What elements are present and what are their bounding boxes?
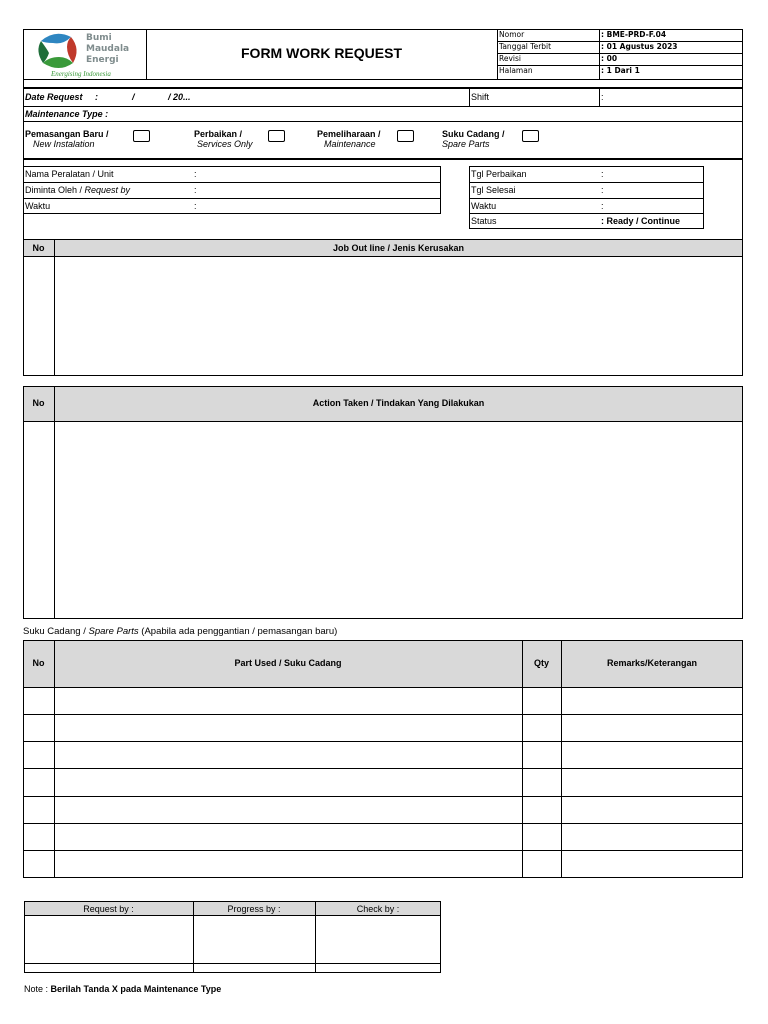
- meta-value-nomor: : BME-PRD-F.04: [601, 30, 667, 39]
- spare-qty-header: Qty: [533, 658, 549, 668]
- check-by-header: Check by :: [356, 904, 400, 914]
- checkbox-spare-parts[interactable]: [522, 130, 539, 142]
- request-signature-field[interactable]: [25, 916, 192, 962]
- spare-no-header: No: [32, 658, 45, 668]
- logo-text-2: Maudala: [86, 44, 130, 54]
- status-value: : Ready / Continue: [601, 216, 681, 226]
- right-time-label: Waktu: [471, 201, 497, 211]
- repair-date-label: Tgl Perbaikan: [471, 169, 527, 179]
- table-row[interactable]: [24, 797, 742, 823]
- table-row[interactable]: [24, 769, 742, 796]
- requested-by-label: Diminta Oleh / Request by: [25, 185, 131, 195]
- right-time-value: :: [601, 201, 604, 211]
- logo-text-3: Energi: [86, 55, 119, 65]
- meta-label-halaman: Halaman: [499, 66, 533, 75]
- equipment-name-label: Nama Peralatan / Unit: [25, 169, 114, 179]
- maintenance-type-label: Maintenance Type :: [25, 109, 109, 119]
- meta-value-halaman: : 1 Dari 1: [601, 66, 640, 75]
- table-row[interactable]: [24, 742, 742, 768]
- action-title-header: Action Taken / Tindakan Yang Dilakukan: [312, 398, 485, 408]
- meta-label-tanggal: Tanggal Terbit: [499, 42, 552, 51]
- request-by-header: Request by :: [83, 904, 134, 914]
- logo-mark-icon: [35, 31, 83, 71]
- meta-label-revisi: Revisi: [499, 54, 522, 63]
- shift-colon: :: [601, 92, 604, 102]
- checkbox-services-only[interactable]: [268, 130, 285, 142]
- job-outline-input[interactable]: [55, 257, 742, 375]
- table-row[interactable]: [24, 851, 742, 877]
- action-taken-input[interactable]: [55, 422, 742, 618]
- action-no-header: No: [32, 398, 45, 408]
- spare-remarks-header: Remarks/Keterangan: [606, 658, 698, 668]
- note: Note : Berilah Tanda X pada Maintenance Type: [24, 984, 222, 994]
- job-title-header: Job Out line / Jenis Kerusakan: [332, 243, 465, 253]
- meta-label-nomor: Nomor: [499, 30, 525, 39]
- date-request-label: Date Request :: [25, 92, 99, 102]
- repair-date-value: :: [601, 169, 604, 179]
- table-row[interactable]: [24, 824, 742, 850]
- spare-part-header: Part Used / Suku Cadang: [234, 658, 342, 668]
- option-spare-parts: Suku Cadang / Spare Parts: [442, 129, 505, 149]
- logo-tagline: Energising Indonesia: [51, 70, 111, 78]
- date-year: / 20...: [168, 92, 191, 102]
- finish-date-value: :: [601, 185, 604, 195]
- meta-value-tanggal: : 01 Agustus 2023: [601, 42, 678, 51]
- form-title: FORM WORK REQUEST: [241, 45, 402, 61]
- option-new-installation: Pemasangan Baru / New Instalation: [25, 129, 109, 149]
- time-colon: :: [194, 201, 197, 211]
- requested-by-colon: :: [194, 185, 197, 195]
- meta-value-revisi: : 00: [601, 54, 618, 63]
- spare-parts-caption: Suku Cadang / Spare Parts (Apabila ada penggantian / pemasangan baru): [23, 626, 338, 637]
- table-row[interactable]: [24, 688, 742, 714]
- option-maintenance: Pemeliharaan / Maintenance: [317, 129, 381, 149]
- progress-by-header: Progress by :: [227, 904, 281, 914]
- request-info-box: [23, 88, 743, 159]
- equipment-name-colon: :: [194, 169, 197, 179]
- logo-text-1: Bumi: [86, 33, 112, 43]
- check-signature-field[interactable]: [316, 916, 440, 962]
- job-no-header: No: [32, 243, 45, 253]
- date-separator: /: [132, 92, 135, 102]
- shift-label: Shift: [471, 92, 490, 102]
- time-label: Waktu: [25, 201, 51, 211]
- company-logo: [33, 31, 143, 79]
- checkbox-new-installation[interactable]: [133, 130, 150, 142]
- checkbox-maintenance[interactable]: [397, 130, 414, 142]
- status-label: Status: [471, 216, 497, 226]
- table-row[interactable]: [24, 715, 742, 741]
- progress-signature-field[interactable]: [194, 916, 314, 962]
- option-services-only: Perbaikan / Services Only: [194, 129, 253, 149]
- finish-date-label: Tgl Selesai: [471, 185, 516, 195]
